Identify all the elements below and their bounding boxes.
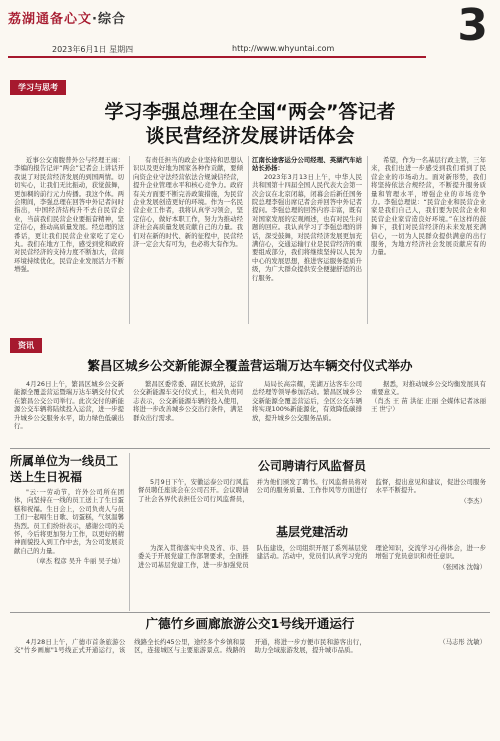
story1-headline: 繁昌区城乡公交新能源全覆盖营运瑞万达车辆交付仪式举办 [87, 358, 413, 373]
story3-headline: 公司聘请行风监督员 [257, 459, 366, 473]
story2-headline [10, 453, 120, 485]
masthead [0, 0, 500, 56]
newspaper-title [8, 8, 126, 27]
title-section: ·综合 [92, 12, 126, 27]
story1-col3: 局局长高宗耀，芜湖万达客车公司总经理等领导参加活动。繁昌区城乡公交新能源全覆盖营运后，全区公交车辆将实现100%新能源化，有效降低碳排放，提升城乡公交服务品质。 [252, 380, 362, 422]
study-headline-line1: 学习李强总理在全国“两会”答记者 [104, 101, 396, 123]
study-col3-subhead: 江南长途客运分公司经理、英湖汽车站站长孙扬： [252, 156, 362, 173]
title-red: 荔湖通备心文 [8, 12, 93, 27]
story4-body: 为深入贯彻落实中央及省、市、县委关于开展党建工作部署要求，全面推进公司基层党建工作，进一步加强党员队伍建设，公司组织开展了系列基层党建活动。活动中，党员们认真学习党的理论知识，交流学习心得体会，进一步增强了党员意识和责任意识。 （张园冰 沈翰） [138, 544, 486, 571]
story3-body: 5月9日下午，安徽运泰公司行风监督员聘任座谈会在公司召开。会议聘请了社会各界代表担任公司行风监督员，并为他们颁发了聘书。行风监督员将对公司的服务质量、工作作风等方面进行监督，提出意见和建议，促进公司服务水平不断提升。 （李杰） [138, 478, 486, 505]
story1-col2: 繁昌区委常委、副区长致辞，运营公交新能源车交付仪式上，相关负责同志表示，公交新能源车辆的投入使用，将进一步改善城乡公交出行条件，满足群众出行需求。 [133, 380, 243, 422]
story2-headline-line1: 所属单位为一线员工 [10, 454, 119, 468]
website-url[interactable]: http://www.whyuntai.com [232, 44, 335, 53]
study-article-col1: 近事公交南腹普外公与经理王雨：李编的报告记评“两会”记者会上讲话开我说了对民营经济发展的到国两情。切切实心，让我们无比振动，获觉鼓舞，更加稠的前行元力传播。我这个体。两会期间，李强总理在回答中外记者问时指出，中国经济结构升不去自民营企业，当前我们民营企业要振奋精神，坚定信心，推动高质量发展。经总理的这番话，更让我们民营企业家吃了定心丸。我们在地方工作，感受到党和政府对民营经济的支持力度不断加大，营商环境持续优化，民营企业发展活力不断增强。 [14, 156, 124, 274]
story2-credit: （章杰 程彦 吴升 牛丽 吴子灿） [32, 557, 124, 566]
masthead-rule [8, 56, 426, 58]
story2-body: "云·一劳动节，许外公司所在团体，向坚持在一线的员工送上了生日蛋糕和祝福。生日会上，公司负责人与员工们一起唱生日歌、切蛋糕，气氛温馨热烈。员工们纷纷表示，感谢公司的关怀，今后将更加努力工作，以更好的精神面貌投入到工作中去，为公司发展贡献自己的力量。 （章杰 程彦 吴升 牛丽 吴子灿） [14, 488, 124, 566]
section-tag-news: 资讯 [10, 338, 42, 353]
section-divider [10, 448, 490, 449]
study-headline-line2: 谈民营经济发展讲话体会 [145, 125, 355, 147]
story3-credit: （李杰） [460, 496, 486, 505]
column-divider [248, 156, 249, 324]
issue-date: 2023年6月1日 星期四 [52, 45, 134, 54]
story5-body: 4月28日上午，广德市首条旅游公交"竹乡画廊"1号线正式开通运行，该线路全长约45公里，途经多个乡镇和景区，连接城区与主要旅游景点。线路的开通，将进一步方便市民和游客出行，助力全域旅游发展，提升城市品质。 （马志彤 沈敏） [14, 638, 486, 655]
story1-col4: 据悉，对推动城乡公交均衡发展具有重要意义。 （肖杰 王 苗 洪征 庄丽 全媒体记者冰丽 王 世宁） [371, 380, 486, 414]
story4-credit: （张园冰 沈翰） [439, 562, 486, 571]
story5-headline: 广德竹乡画廊旅游公交1号线开通运行 [145, 616, 355, 631]
story5-credit: （马志彤 沈敏） [439, 638, 486, 646]
story4-headline: 基层党建活动 [275, 525, 348, 539]
study-article-col3: 江南长途客运分公司经理、英湖汽车站站长孙扬： 2023年3月13日上午，中华人民共和国第十四届全国人民代表大会第一次会议在北京闭幕，闭幕会后新任国务院总理李强出席记者会并回答中外记者提问。李强总理的回答内容丰富，既有对国家发展的宏观阐述，也有对民生问题的回应。我认真学习了李强总理的讲话，深受鼓舞，对民营经济发展更加充满信心，交通运输行业是民营经济的重要组成部分，我们将继续坚持以人民为中心的发展思想，推进客运服务提质升级，为广大群众提供安全便捷舒适的出行服务。 [252, 156, 362, 282]
section-tag-study: 学习与思考 [10, 80, 66, 95]
column-divider [367, 156, 368, 324]
study-article-col4: 希望，作为一名基层行政主管，三年来，我们也进一步感受到我们看到了民营企业的市场动力。面对新形势，我们将坚持依法合规经营，不断提升服务质量和管理水平，增强企业的市场竞争力。李强总理说：“民营企业和民营企业家是我们自己人，我们要为民营企业和民营企业家营造良好环境。”在这样的鼓舞下，我们对民营经济的未来发展充满信心，一切为人民群众提供满意的出行服务，为地方经济社会发展贡献应有的力量。 [371, 156, 486, 257]
study-article-col2: 有责任担当的政企业坚持和思想认识以及更好地为国家各种作贡献，要倾向资企业守法经营依法合规诚信经营，提升企业管理水平和核心竞争力。政府有关方面要不断完善政策措施，为民营企业发展创造更好的环境。作为一名民营企业工作者，我将认真学习领会，坚定信心，做好本职工作，努力为推动经济社会高质量发展贡献自己的力量。我们对在新的时代、新的征程中，民营经济一定会大有可为，也必将大有作为。 [133, 156, 243, 249]
section-divider [10, 612, 490, 613]
page-number: 3 [457, 0, 488, 51]
column-divider [129, 156, 130, 324]
story2-headline-line2: 送上生日祝福 [10, 470, 83, 484]
story1-col1: 4月26日上午，繁昌区城乡公交新能源全覆盖营运暨瑞万达车辆交付仪式在繁昌公交公司举行。此次交付的新能源公交车辆将陆续投入运营，进一步提升城乡公交服务水平，助力绿色低碳出行。 [14, 380, 124, 431]
column-divider [129, 453, 130, 611]
